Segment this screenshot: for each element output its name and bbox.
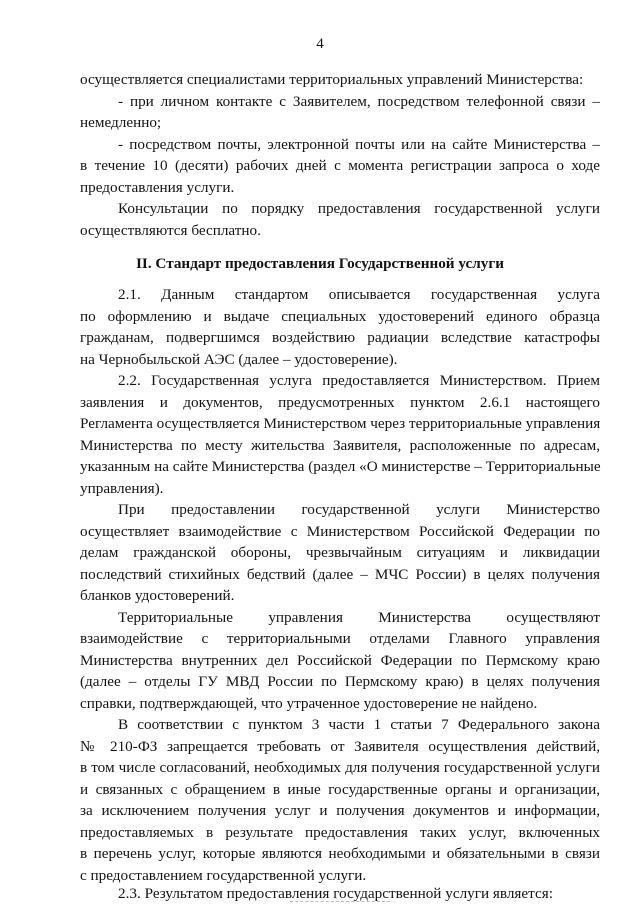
section-heading: II. Стандарт предоставления Государственной услуги [136,255,504,272]
text-line: в течение 10 (десяти) рабочих дней с момента регистрации запроса о ходе [80,157,600,174]
text-line: управления). [80,480,164,497]
text-line: делам гражданской обороны, чрезвычайным ситуациям и ликвидации [80,544,600,561]
text-line: В соответствии с пунктом 3 части 1 статьи 7 Федерального закона [118,716,600,733]
text-line: на Чернобыльской АЭС (далее – удостоверение). [80,351,398,368]
text-line: 2.3. Результатом предоставления государственной услуги является: [118,885,553,902]
text-line: и связанных с обращением в иные государственные органы и организации, [80,781,600,798]
text-line: последствий стихийных бедствий (далее – МЧС России) в целях получения [80,566,600,583]
text-line: с предоставлением государственной услуги. [80,867,367,884]
text-line: заявления и документов, предусмотренных пунктом 2.6.1 настоящего [80,394,600,411]
text-line: Регламента осуществляется Министерством через территориальные управления [80,415,601,432]
text-line: немедленно; [80,114,162,131]
text-line: Территориальные управления Министерства осуществляют [118,609,600,626]
text-line: гражданам, подвергшимся воздействию радиации вследствие катастрофы [80,329,600,346]
text-line: (далее – отделы ГУ МВД России по Пермскому краю) в целях получения [80,673,600,690]
page-number: 4 [316,36,324,52]
text-line: При предоставлении государственной услуги Министерство [118,501,600,518]
text-line: в том числе согласований, необходимых для получения государственной услуги [80,759,600,776]
text-line: осуществляется специалистами территориальных управлений Министерства: [80,71,584,88]
text-line: Министерства внутренних дел Российской Федерации по Пермскому краю [80,652,600,669]
text-line: осуществляет взаимодействие с Министерством Российской Федерации по [80,523,600,540]
text-line: осуществляются бесплатно. [80,222,261,239]
text-line: Консультации по порядку предоставления государственной услуги [118,200,600,217]
text-line: 2.1. Данным стандартом описывается государственная услуга [118,286,600,303]
text-line: по оформлению и выдаче специальных удостоверений единого образца [80,308,600,325]
text-line: за исключением получения услуг и получения документов и информации, [80,802,600,819]
text-line: 2.2. Государственная услуга предоставляется Министерством. Прием [118,372,600,389]
page-bottom-edge [290,901,390,905]
text-line: предоставляемых в результате предоставления таких услуг, включенных [80,824,600,841]
text-line: - посредством почты, электронной почты или на сайте Министерства – [118,136,600,153]
text-line: указанным на сайте Министерства (раздел «О министерстве – Территориальные [80,458,601,475]
text-line: бланков удостоверений. [80,587,235,604]
text-line: справки, подтверждающей, что утраченное удостоверение не найдено. [80,695,538,712]
text-line: № 210-ФЗ запрещается требовать от Заявителя осуществления действий, [80,738,600,755]
text-line: предоставления услуги. [80,179,235,196]
text-line: - при личном контакте с Заявителем, посредством телефонной связи – [118,93,600,110]
text-line: в перечень услуг, которые являются необходимыми и обязательными в связи [80,845,600,862]
text-line: Министерства по месту жительства Заявителя, расположенные по адресам, [80,437,600,454]
text-line: взаимодействие с территориальными отделами Главного управления [80,630,600,647]
